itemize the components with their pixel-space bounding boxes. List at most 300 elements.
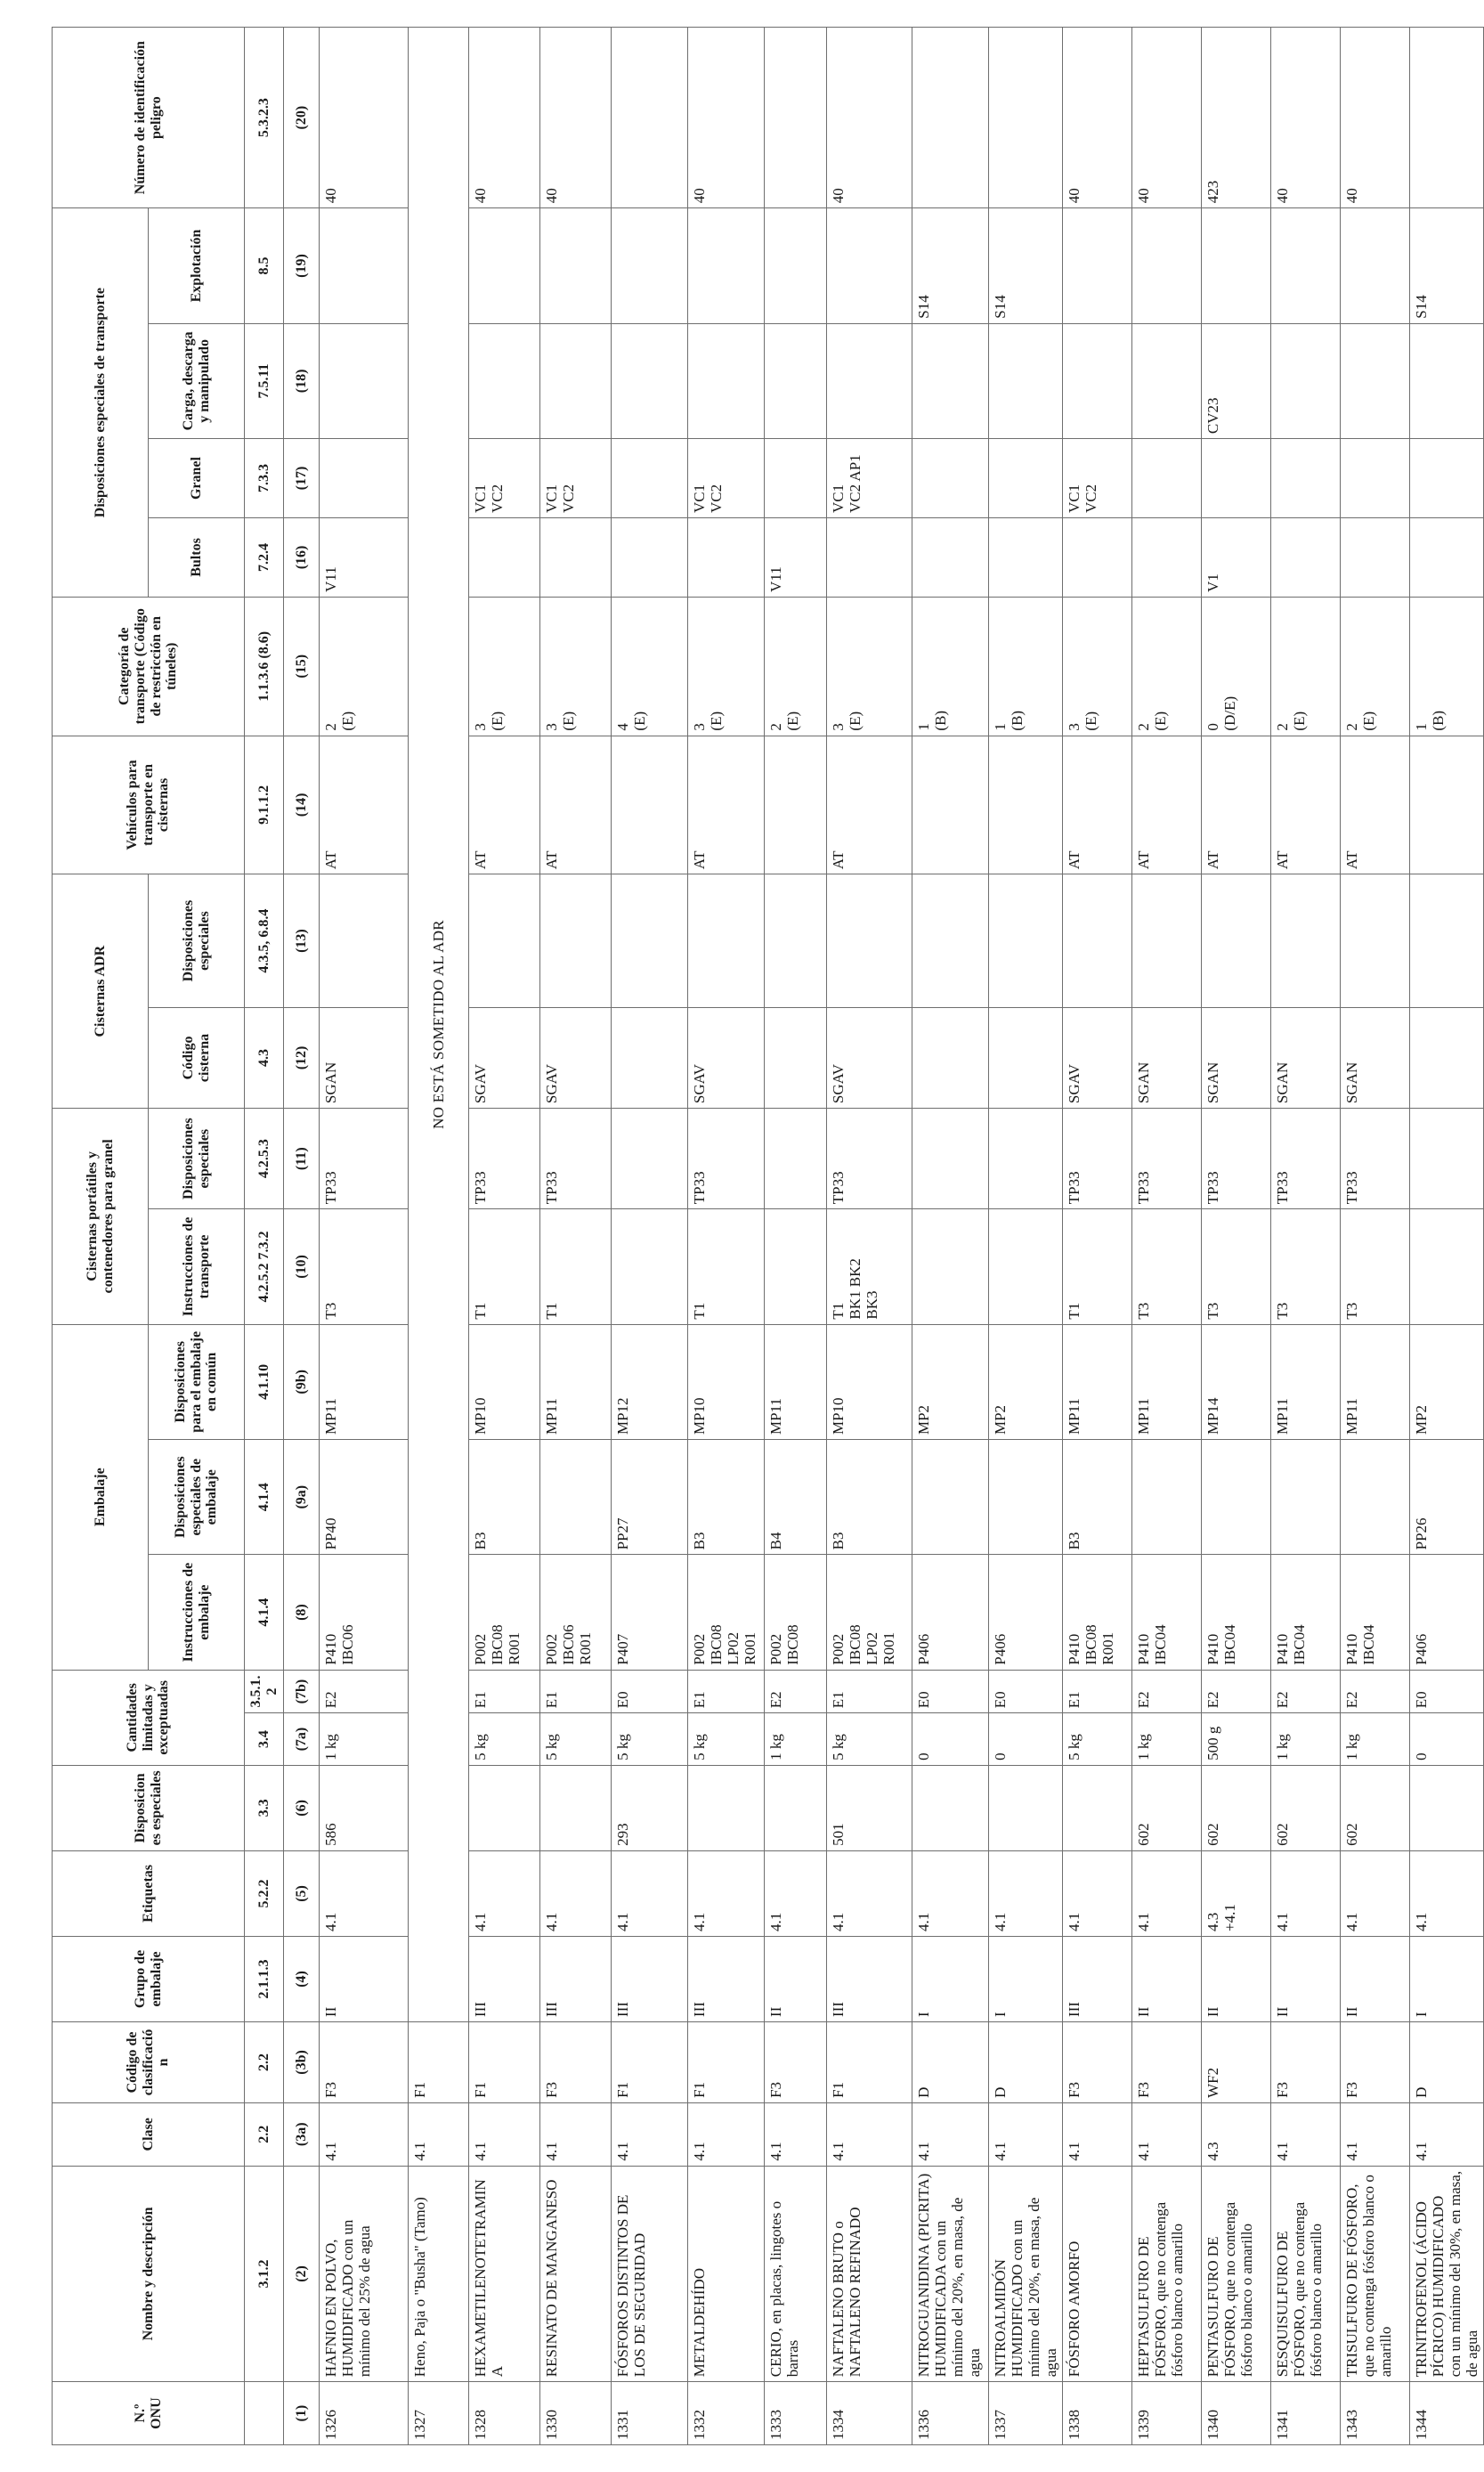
packing-instructions-cell: P410 IBC04 (1132, 1555, 1202, 1670)
transport-instructions-cell (1410, 1209, 1484, 1324)
portable-special-cell: TP33 (1271, 1109, 1341, 1209)
mixed-packing-cell: MP11 (765, 1324, 827, 1439)
header-adr-tanks: Cisternas ADR (53, 874, 149, 1109)
special-provisions-cell: 602 (1202, 1765, 1271, 1850)
reference-cell: 2.2 (245, 2102, 284, 2166)
hazard-id-cell: 40 (469, 28, 540, 208)
limited-quantity-cell: 0 (989, 1713, 1063, 1766)
limited-quantity-cell: 1 kg (765, 1713, 827, 1766)
reference-cell: 5.3.2.3 (245, 28, 284, 208)
packing-instructions-cell: P410 IBC06 (320, 1555, 409, 1670)
column-number-cell: (5) (284, 1850, 320, 1936)
header-vehicle-tank: Vehículos para transporte en cisternas (53, 736, 245, 874)
hazard-id-cell: 40 (540, 28, 612, 208)
header-transport-category: Categoría de transporte (Código de restricción en túneles) (53, 597, 245, 736)
class-cell: 4.1 (1341, 2102, 1410, 2166)
un-number-cell: 1333 (765, 2382, 827, 2445)
tank-code-cell: SGAV (688, 1007, 765, 1108)
reference-cell: 4.1.10 (245, 1324, 284, 1439)
un-number-cell: 1338 (1063, 2382, 1132, 2445)
tank-code-cell: SGAV (469, 1007, 540, 1108)
operation-cell: S14 (912, 208, 989, 323)
column-number-cell: (14) (284, 736, 320, 874)
special-packing-cell (989, 1440, 1063, 1555)
vehicle-tank-cell: AT (1341, 736, 1410, 874)
labels-cell: 4.1 (320, 1850, 409, 1936)
reference-cell: 3.3 (245, 1765, 284, 1850)
operation-cell (1063, 208, 1132, 323)
hazard-id-cell (912, 28, 989, 208)
special-packing-cell: B3 (469, 1440, 540, 1555)
vehicle-tank-cell: AT (1202, 736, 1271, 874)
class-cell: 4.1 (1063, 2102, 1132, 2166)
portable-special-cell: TP33 (1202, 1109, 1271, 1209)
packing-instructions-cell: P406 (912, 1555, 989, 1670)
special-provisions-cell: 602 (1341, 1765, 1410, 1850)
table-row (409, 28, 469, 2445)
special-packing-cell: B3 (1063, 1440, 1132, 1555)
table-row (540, 28, 612, 2445)
packing-group-cell: III (827, 1936, 912, 2021)
classification-code-cell: F3 (1063, 2021, 1132, 2102)
packages-cell (1410, 518, 1484, 598)
mixed-packing-cell: MP10 (469, 1324, 540, 1439)
mixed-packing-cell: MP12 (612, 1324, 688, 1439)
reference-cell: 7.2.4 (245, 518, 284, 598)
packing-group-cell: III (469, 1936, 540, 2021)
limited-quantity-cell: 1 kg (1271, 1713, 1341, 1766)
hazard-id-cell: 40 (688, 28, 765, 208)
special-provisions-cell (540, 1765, 612, 1850)
packages-cell (1063, 518, 1132, 598)
bulk-cell (612, 439, 688, 518)
header-limited-quantities: Cantidades limitadas y exceptuadas (53, 1670, 245, 1765)
operation-cell (1202, 208, 1271, 323)
portable-special-cell (1410, 1109, 1484, 1209)
operation-cell (827, 208, 912, 323)
limited-quantity-cell: 5 kg (612, 1713, 688, 1766)
table-row (1202, 28, 1271, 2445)
loading-cell (612, 323, 688, 438)
column-number-cell: (3a) (284, 2102, 320, 2166)
column-number-cell: (15) (284, 597, 320, 736)
classification-code-cell: F3 (765, 2021, 827, 2102)
class-cell: 4.1 (989, 2102, 1063, 2166)
table-row (469, 28, 540, 2445)
class-cell: 4.1 (469, 2102, 540, 2166)
column-number-cell: (20) (284, 28, 320, 208)
special-packing-cell: B3 (688, 1440, 765, 1555)
header-packing-group: Grupo de embalaje (53, 1936, 245, 2021)
excepted-quantity-cell: E0 (612, 1670, 688, 1713)
name-description-cell: HEPTASULFURO DE FÓSFORO, que no contenga fósforo blanco o amarillo (1132, 2166, 1202, 2382)
name-description-cell: HAFNIO EN POLVO, HUMIDIFICADO con un mínimo del 25% de agua (320, 2166, 409, 2382)
mixed-packing-cell: MP2 (1410, 1324, 1484, 1439)
transport-category-cell: 2 (E) (320, 597, 409, 736)
header-classification-code: Código de clasificación (53, 2021, 245, 2102)
un-number-cell: 1341 (1271, 2382, 1341, 2445)
header-class: Clase (53, 2102, 245, 2166)
column-number-cell: (10) (284, 1209, 320, 1324)
portable-special-cell: TP33 (688, 1109, 765, 1209)
packing-group-cell: III (540, 1936, 612, 2021)
hazard-id-cell: 40 (827, 28, 912, 208)
header-packaging: Embalaje (53, 1324, 149, 1670)
labels-cell: 4.1 (469, 1850, 540, 1936)
transport-instructions-cell: T3 (1132, 1209, 1202, 1324)
classification-code-cell: D (1410, 2021, 1484, 2102)
classification-code-cell: F3 (320, 2021, 409, 2102)
portable-special-cell (765, 1109, 827, 1209)
header-packages: Bultos (149, 518, 245, 598)
hazard-id-cell: 40 (320, 28, 409, 208)
transport-instructions-cell (612, 1209, 688, 1324)
mixed-packing-cell: MP11 (1063, 1324, 1132, 1439)
excepted-quantity-cell: E2 (765, 1670, 827, 1713)
transport-instructions-cell (765, 1209, 827, 1324)
operation-cell: S14 (989, 208, 1063, 323)
packages-cell (612, 518, 688, 598)
loading-cell (1063, 323, 1132, 438)
packages-cell (469, 518, 540, 598)
labels-cell: 4.1 (827, 1850, 912, 1936)
special-provisions-cell (469, 1765, 540, 1850)
labels-cell: 4.1 (612, 1850, 688, 1936)
vehicle-tank-cell (912, 736, 989, 874)
class-cell: 4.1 (1132, 2102, 1202, 2166)
tank-special-cell (1410, 874, 1484, 1008)
tank-special-cell (1132, 874, 1202, 1008)
loading-cell (320, 323, 409, 438)
loading-cell (688, 323, 765, 438)
reference-cell: 3.1.2 (245, 2166, 284, 2382)
column-number-cell: (2) (284, 2166, 320, 2382)
limited-quantity-cell: 0 (1410, 1713, 1484, 1766)
special-provisions-cell: 602 (1132, 1765, 1202, 1850)
excepted-quantity-cell: E1 (469, 1670, 540, 1713)
un-number-cell: 1327 (409, 2382, 469, 2445)
tank-code-cell (1410, 1007, 1484, 1108)
labels-cell: 4.1 (540, 1850, 612, 1936)
vehicle-tank-cell: AT (469, 736, 540, 874)
special-packing-cell (1341, 1440, 1410, 1555)
table-row (1410, 28, 1484, 2445)
un-number-cell: 1344 (1410, 2382, 1484, 2445)
packing-instructions-cell: P406 (1410, 1555, 1484, 1670)
transport-instructions-cell: T1 (469, 1209, 540, 1324)
transport-category-cell: 3 (E) (688, 597, 765, 736)
un-number-cell: 1340 (1202, 2382, 1271, 2445)
packing-instructions-cell: P410 IBC04 (1202, 1555, 1271, 1670)
packages-cell: V11 (320, 518, 409, 598)
special-packing-cell (1202, 1440, 1271, 1555)
reference-cell: 9.1.1.2 (245, 736, 284, 874)
limited-quantity-cell: 1 kg (320, 1713, 409, 1766)
packing-group-cell: II (1271, 1936, 1341, 2021)
tank-special-cell (765, 874, 827, 1008)
packing-group-cell: I (1410, 1936, 1484, 2021)
class-cell: 4.1 (912, 2102, 989, 2166)
labels-cell: 4.1 (688, 1850, 765, 1936)
bulk-cell (320, 439, 409, 518)
excepted-quantity-cell: E2 (1132, 1670, 1202, 1713)
table-row (1132, 28, 1202, 2445)
packing-group-cell: III (1063, 1936, 1132, 2021)
tank-code-cell: SGAN (320, 1007, 409, 1108)
portable-special-cell: TP33 (469, 1109, 540, 1209)
hazard-id-cell (989, 28, 1063, 208)
packages-cell: V1 (1202, 518, 1271, 598)
column-number-cell: (11) (284, 1109, 320, 1209)
excepted-quantity-cell: E0 (912, 1670, 989, 1713)
operation-cell (1132, 208, 1202, 323)
transport-category-cell: 3 (E) (469, 597, 540, 736)
portable-special-cell: TP33 (827, 1109, 912, 1209)
operation-cell (765, 208, 827, 323)
un-number-cell: 1328 (469, 2382, 540, 2445)
column-number-cell: (16) (284, 518, 320, 598)
excepted-quantity-cell: E2 (320, 1670, 409, 1713)
packing-group-cell: I (912, 1936, 989, 2021)
tank-special-cell (989, 874, 1063, 1008)
name-description-cell: NAFTALENO BRUTO o NAFTALENO REFINADO (827, 2166, 912, 2382)
name-description-cell: NITROGUANIDINA (PICRITA) HUMIDIFICADA con un mínimo del 20%, en masa, de agua (912, 2166, 989, 2382)
packing-group-cell: II (320, 1936, 409, 2021)
special-packing-cell: B3 (827, 1440, 912, 1555)
name-description-cell: RESINATO DE MANGANESO (540, 2166, 612, 2382)
bulk-cell: VC1 VC2 (540, 439, 612, 518)
operation-cell (320, 208, 409, 323)
loading-cell (1271, 323, 1341, 438)
header-un-no: N.º ONU (53, 2382, 245, 2445)
limited-quantity-cell: 500 g (1202, 1713, 1271, 1766)
transport-instructions-cell: T1 (688, 1209, 765, 1324)
reference-cell: 7.3.3 (245, 439, 284, 518)
column-number-cell: (1) (284, 2382, 320, 2445)
column-number-cell: (13) (284, 874, 320, 1008)
labels-cell: 4.3 +4.1 (1202, 1850, 1271, 1936)
mixed-packing-cell: MP11 (540, 1324, 612, 1439)
table-row (765, 28, 827, 2445)
header-bulk: Granel (149, 439, 245, 518)
column-number-cell: (9b) (284, 1324, 320, 1439)
packages-cell (989, 518, 1063, 598)
tank-special-cell (688, 874, 765, 1008)
un-number-cell: 1343 (1341, 2382, 1410, 2445)
transport-instructions-cell: T1 (540, 1209, 612, 1324)
column-number-cell: (7a) (284, 1713, 320, 1766)
operation-cell: S14 (1410, 208, 1484, 323)
reference-cell: 4.1.4 (245, 1440, 284, 1555)
special-packing-cell (540, 1440, 612, 1555)
column-number-cell: (8) (284, 1555, 320, 1670)
excepted-quantity-cell: E2 (1341, 1670, 1410, 1713)
tank-special-cell (612, 874, 688, 1008)
tank-code-cell (765, 1007, 827, 1108)
transport-category-cell: 2 (E) (1341, 597, 1410, 736)
transport-category-cell: 3 (E) (827, 597, 912, 736)
special-provisions-cell: 586 (320, 1765, 409, 1850)
header-tank-special: Disposiciones especiales (149, 874, 245, 1008)
tank-code-cell: SGAN (1341, 1007, 1410, 1108)
class-cell: 4.1 (540, 2102, 612, 2166)
special-packing-cell: PP26 (1410, 1440, 1484, 1555)
operation-cell (540, 208, 612, 323)
special-provisions-cell (765, 1765, 827, 1850)
un-number-cell: 1336 (912, 2382, 989, 2445)
packages-cell (912, 518, 989, 598)
classification-code-cell: F3 (1132, 2021, 1202, 2102)
header-loading: Carga, descarga y manipulado (149, 323, 245, 438)
tank-special-cell (320, 874, 409, 1008)
transport-instructions-cell: T3 (320, 1209, 409, 1324)
transport-instructions-cell: T3 (1271, 1209, 1341, 1324)
portable-special-cell: TP33 (1132, 1109, 1202, 1209)
excepted-quantity-cell: E1 (1063, 1670, 1132, 1713)
class-cell: 4.1 (1410, 2102, 1484, 2166)
hazard-id-cell (612, 28, 688, 208)
tank-special-cell (1202, 874, 1271, 1008)
transport-category-cell: 1 (B) (912, 597, 989, 736)
name-description-cell: CERIO, en placas, lingotes o barras (765, 2166, 827, 2382)
bulk-cell (1202, 439, 1271, 518)
vehicle-tank-cell: AT (1271, 736, 1341, 874)
labels-cell: 4.1 (765, 1850, 827, 1936)
column-number-cell: (18) (284, 323, 320, 438)
special-provisions-cell (688, 1765, 765, 1850)
bulk-cell: VC1 VC2 AP1 (827, 439, 912, 518)
transport-category-cell: 0 (D/E) (1202, 597, 1271, 736)
portable-special-cell (612, 1109, 688, 1209)
labels-cell: 4.1 (1341, 1850, 1410, 1936)
reference-cell: 5.2.2 (245, 1850, 284, 1936)
hazard-id-cell: 40 (1132, 28, 1202, 208)
table-row (688, 28, 765, 2445)
special-packing-cell: PP40 (320, 1440, 409, 1555)
packing-instructions-cell: P002 IBC08 (765, 1555, 827, 1670)
reference-cell: 4.1.4 (245, 1555, 284, 1670)
bulk-cell: VC1 VC2 (1063, 439, 1132, 518)
class-cell: 4.1 (1271, 2102, 1341, 2166)
loading-cell (469, 323, 540, 438)
transport-instructions-cell (989, 1209, 1063, 1324)
labels-cell: 4.1 (1132, 1850, 1202, 1936)
un-number-cell: 1330 (540, 2382, 612, 2445)
un-number-cell: 1337 (989, 2382, 1063, 2445)
vehicle-tank-cell (1410, 736, 1484, 874)
classification-code-cell: F3 (1271, 2021, 1341, 2102)
tank-code-cell: SGAN (1271, 1007, 1341, 1108)
limited-quantity-cell: 5 kg (1063, 1713, 1132, 1766)
special-provisions-cell (1410, 1765, 1484, 1850)
bulk-cell (912, 439, 989, 518)
name-description-cell: SESQUISULFURO DE FÓSFORO, que no contenga fósforo blanco o amarillo (1271, 2166, 1341, 2382)
vehicle-tank-cell: AT (540, 736, 612, 874)
header-name: Nombre y descripción (53, 2166, 245, 2382)
bulk-cell (1341, 439, 1410, 518)
class-cell: 4.1 (827, 2102, 912, 2166)
class-cell: 4.1 (688, 2102, 765, 2166)
header-special-carriage: Disposiciones especiales de transporte (53, 208, 149, 598)
un-number-cell: 1339 (1132, 2382, 1202, 2445)
labels-cell: 4.1 (1410, 1850, 1484, 1936)
name-description-cell: NITROALMIDÓN HUMIDIFICADO con un mínimo del 20%, en masa, de agua (989, 2166, 1063, 2382)
mixed-packing-cell: MP11 (1132, 1324, 1202, 1439)
limited-quantity-cell: 1 kg (1341, 1713, 1410, 1766)
classification-code-cell: F1 (409, 2021, 469, 2102)
reference-cell: 2.1.1.3 (245, 1936, 284, 2021)
packing-group-cell: I (989, 1936, 1063, 2021)
tank-code-cell (989, 1007, 1063, 1108)
operation-cell (469, 208, 540, 323)
limited-quantity-cell: 0 (912, 1713, 989, 1766)
reference-cell: 8.5 (245, 208, 284, 323)
special-packing-cell (1271, 1440, 1341, 1555)
vehicle-tank-cell (989, 736, 1063, 874)
hazard-id-cell (1410, 28, 1484, 208)
packing-instructions-cell: P002 IBC08 R001 (469, 1555, 540, 1670)
vehicle-tank-cell: AT (1132, 736, 1202, 874)
portable-special-cell: TP33 (1341, 1109, 1410, 1209)
tank-special-cell (469, 874, 540, 1008)
packing-group-cell: III (612, 1936, 688, 2021)
vehicle-tank-cell: AT (688, 736, 765, 874)
vehicle-tank-cell: AT (827, 736, 912, 874)
packing-instructions-cell: P410 IBC04 (1271, 1555, 1341, 1670)
classification-code-cell: F1 (827, 2021, 912, 2102)
header-special-provisions: Disposiciones especiales (53, 1765, 245, 1850)
un-number-cell: 1331 (612, 2382, 688, 2445)
classification-code-cell: D (989, 2021, 1063, 2102)
packing-instructions-cell: P406 (989, 1555, 1063, 1670)
reference-cell: 4.3 (245, 1007, 284, 1108)
mixed-packing-cell: MP10 (827, 1324, 912, 1439)
name-description-cell: TRISULFURO DE FÓSFORO, que no contenga fósforo blanco o amarillo (1341, 2166, 1410, 2382)
transport-category-cell: 3 (E) (1063, 597, 1132, 736)
loading-cell: CV23 (1202, 323, 1271, 438)
packing-instructions-cell: P002 IBC08 LP02 R001 (688, 1555, 765, 1670)
classification-code-cell: F1 (612, 2021, 688, 2102)
hazard-id-cell: 40 (1341, 28, 1410, 208)
packages-cell (688, 518, 765, 598)
bulk-cell (1410, 439, 1484, 518)
excepted-quantity-cell: E1 (540, 1670, 612, 1713)
labels-cell: 4.1 (1063, 1850, 1132, 1936)
bulk-cell (989, 439, 1063, 518)
tank-code-cell: SGAV (1063, 1007, 1132, 1108)
reference-cell: 4.3.5, 6.8.4 (245, 874, 284, 1008)
loading-cell (827, 323, 912, 438)
header-special-packing: Disposiciones especiales de embalaje (149, 1440, 245, 1555)
limited-quantity-cell: 5 kg (540, 1713, 612, 1766)
classification-code-cell: F3 (1341, 2021, 1410, 2102)
transport-instructions-cell: T3 (1341, 1209, 1410, 1324)
transport-category-cell: 1 (B) (1410, 597, 1484, 736)
operation-cell (688, 208, 765, 323)
mixed-packing-cell: MP14 (1202, 1324, 1271, 1439)
class-cell: 4.3 (1202, 2102, 1271, 2166)
vehicle-tank-cell (612, 736, 688, 874)
bulk-cell (1132, 439, 1202, 518)
operation-cell (1341, 208, 1410, 323)
loading-cell (765, 323, 827, 438)
bulk-cell: VC1 VC2 (688, 439, 765, 518)
table-row (1271, 28, 1341, 2445)
packing-instructions-cell: P002 IBC06 R001 (540, 1555, 612, 1670)
special-packing-cell (1132, 1440, 1202, 1555)
packages-cell (540, 518, 612, 598)
classification-code-cell: WF2 (1202, 2021, 1271, 2102)
